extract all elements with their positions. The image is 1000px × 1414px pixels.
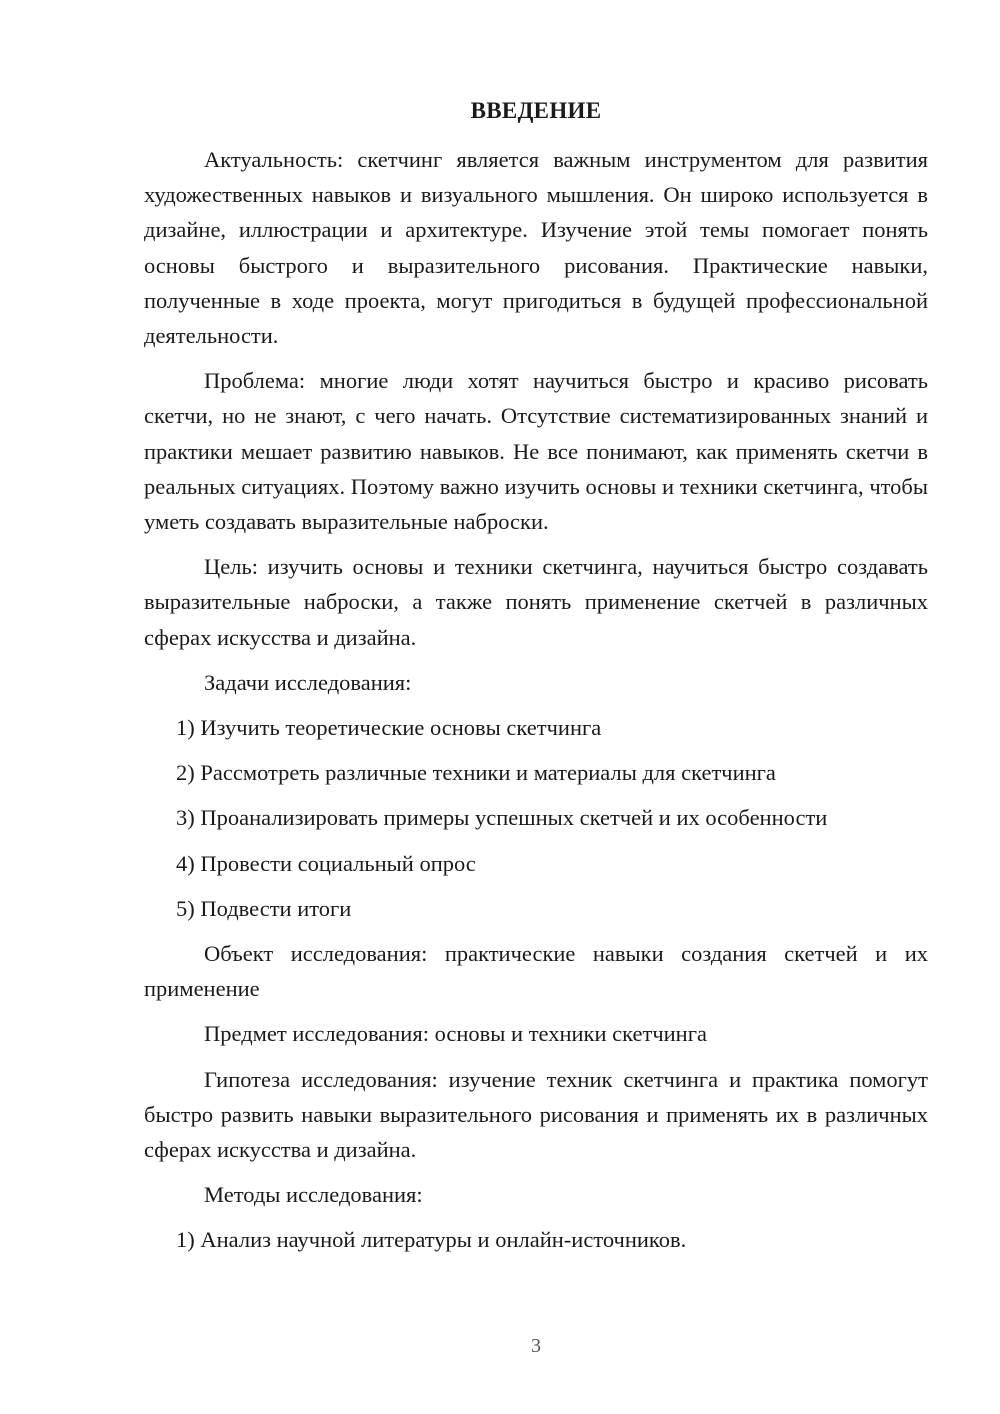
page-number: 3 — [531, 1335, 541, 1357]
document-page — [144, 0, 928, 1414]
tasks-title: Задачи исследования: — [204, 669, 412, 695]
task-item: 1) Изучить теоретические основы скетчинга — [176, 715, 602, 741]
tasks-list — [144, 710, 928, 926]
hypothesis-paragraph: Гипотеза исследования: изучение техник скетчинга и практика помогут быстро развить навыки выразительного рисования и применять их в различных сферах искусства и дизайна. — [144, 1066, 928, 1163]
object-paragraph: Объект исследования: практические навыки создания скетчей и их применение — [144, 941, 928, 1002]
document-body — [144, 142, 928, 1268]
task-item: 2) Рассмотреть различные техники и материалы для скетчинга — [176, 760, 776, 786]
methods-list — [144, 1222, 928, 1257]
task-item: 5) Подвести итоги — [176, 895, 352, 921]
page-title: ВВЕДЕНИЕ — [470, 98, 602, 123]
methods-title: Методы исследования: — [204, 1182, 423, 1208]
relevance-paragraph: Актуальность: скетчинг является важным инструментом для развития художественных навыков и визуального мышления. Он широко используется в дизайне, иллюстрации и архитектуре. Изучение этой темы помогает понять основы быстрого и выразительного рисования. Практические навыки, полученные в ходе проекта, могут пригодиться в будущей профессиональной деятельности. — [144, 147, 928, 349]
problem-paragraph: Проблема: многие люди хотят научиться быстро и красиво рисовать скетчи, но не знают, с чего начать. Отсутствие систематизированных знаний и практики мешает развитию навыков. Не все понимают, как применять скетчи в реальных ситуациях. Поэтому важно изучить основы и техники скетчинга, чтобы уметь создавать выразительные наброски. — [144, 368, 928, 535]
task-item: 3) Проанализировать примеры успешных скетчей и их особенности — [176, 805, 828, 831]
method-item: 1) Анализ научной литературы и онлайн-источников. — [176, 1227, 687, 1253]
goal-paragraph: Цель: изучить основы и техники скетчинга, научиться быстро создавать выразительные наброски, а также понять применение скетчей в различных сферах искусства и дизайна. — [144, 554, 928, 650]
task-item: 4) Провести социальный опрос — [176, 850, 476, 876]
subject-paragraph: Предмет исследования: основы и техники скетчинга — [204, 1021, 707, 1047]
